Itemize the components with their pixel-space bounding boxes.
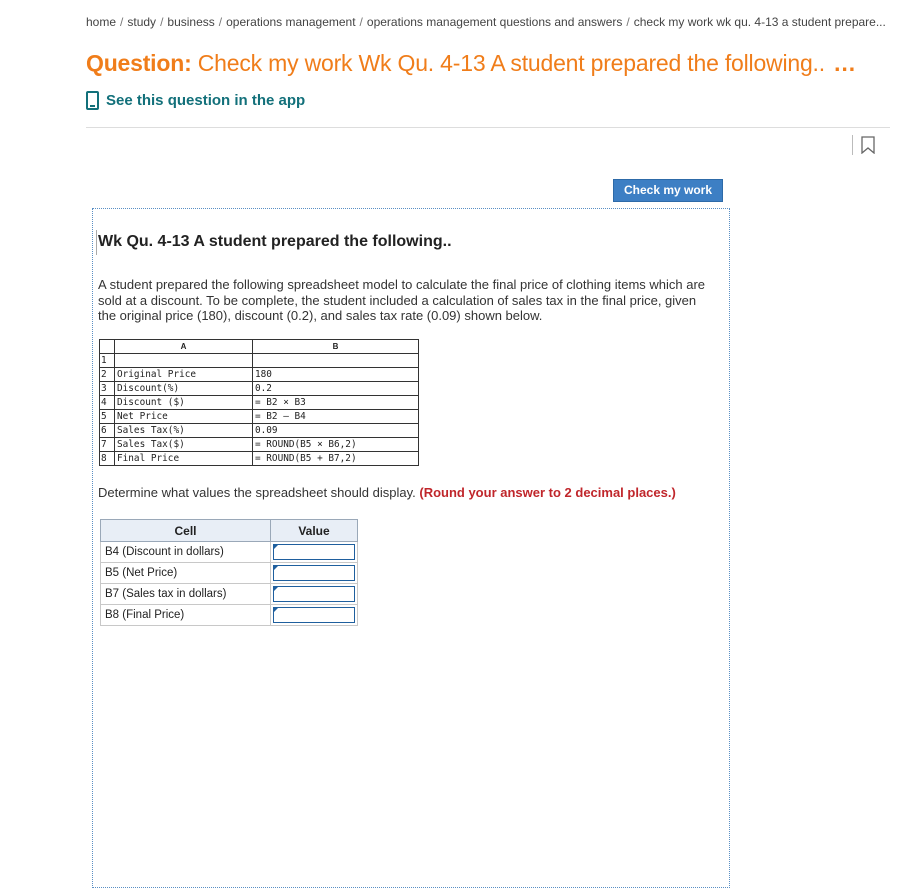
spreadsheet-header-row [100, 340, 419, 354]
cell-b: = B2 – B4 [253, 410, 419, 424]
determine-instruction [98, 485, 676, 500]
spreadsheet-row [100, 438, 419, 452]
spreadsheet-row [100, 368, 419, 382]
row-number: 7 [100, 438, 115, 452]
breadcrumb-home[interactable]: home [86, 15, 117, 29]
row-number: 8 [100, 452, 115, 466]
header-value: Value [271, 520, 358, 542]
spreadsheet-image [99, 339, 419, 466]
row-number: 5 [100, 410, 115, 424]
answer-value-cell [271, 605, 358, 626]
breadcrumb-separator: / [218, 15, 223, 29]
page-title [86, 50, 896, 77]
breadcrumb-current: check my work wk qu. 4-13 a student prepare... [633, 15, 886, 29]
answer-value-cell [271, 584, 358, 605]
spreadsheet-row [100, 396, 419, 410]
cell-a: Net Price [115, 410, 253, 424]
cell-b: 0.09 [253, 424, 419, 438]
phone-icon [86, 91, 99, 110]
breadcrumb-separator: / [160, 15, 164, 29]
breadcrumb [86, 15, 886, 29]
cell-b [253, 354, 419, 368]
breadcrumb-separator: / [120, 15, 124, 29]
cell-a: Sales Tax(%) [115, 424, 253, 438]
check-my-work-button[interactable]: Check my work [613, 179, 723, 202]
cell-b: 0.2 [253, 382, 419, 396]
cell-b: 180 [253, 368, 419, 382]
header-cell: Cell [101, 520, 271, 542]
see-in-app-link[interactable] [86, 91, 305, 110]
row-number: 2 [100, 368, 115, 382]
problem-title: Wk Qu. 4-13 A student prepared the following.. [98, 233, 452, 250]
divider [86, 127, 890, 128]
spreadsheet-row [100, 410, 419, 424]
question-text: Check my work Wk Qu. 4-13 A student prepared the following.. [197, 50, 825, 76]
cell-a [115, 354, 253, 368]
answer-row [101, 584, 358, 605]
rounding-instruction: (Round your answer to 2 decimal places.) [419, 485, 676, 500]
answer-cell-label: B4 (Discount in dollars) [101, 542, 271, 563]
spreadsheet-row [100, 382, 419, 396]
answer-cell-label: B7 (Sales tax in dollars) [101, 584, 271, 605]
b8-value-input[interactable] [273, 607, 355, 623]
breadcrumb-operations-management[interactable]: operations management [226, 15, 356, 29]
answer-table [100, 519, 358, 626]
b5-value-input[interactable] [273, 565, 355, 581]
row-number: 1 [100, 354, 115, 368]
answer-row [101, 563, 358, 584]
bookmark-icon[interactable] [861, 136, 875, 154]
more-options-icon[interactable]: … [833, 50, 856, 76]
answer-cell-label: B8 (Final Price) [101, 605, 271, 626]
row-number: 3 [100, 382, 115, 396]
cell-a: Sales Tax($) [115, 438, 253, 452]
answer-cell-label: B5 (Net Price) [101, 563, 271, 584]
answer-row [101, 605, 358, 626]
breadcrumb-separator: / [359, 15, 363, 29]
cell-b: = ROUND(B5 + B7,2) [253, 452, 419, 466]
column-header-b: B [253, 340, 419, 354]
row-number: 6 [100, 424, 115, 438]
see-in-app-label: See this question in the app [106, 92, 306, 109]
problem-paragraph: A student prepared the following spreadsheet model to calculate the final price of clothing items which are sold at a discount. To be complete, the student included a calculation of sales tax in the final price, given the original price (180), discount (0.2), and sales tax rate (0.09) shown below. [98, 277, 706, 323]
spreadsheet-row [100, 452, 419, 466]
cell-a: Final Price [115, 452, 253, 466]
cell-a: Original Price [115, 368, 253, 382]
answer-value-cell [271, 542, 358, 563]
breadcrumb-separator: / [626, 15, 630, 29]
determine-text: Determine what values the spreadsheet should display. [98, 485, 416, 500]
question-label: Question: [86, 50, 192, 76]
breadcrumb-study[interactable]: study [127, 15, 157, 29]
bookmark-area [852, 135, 875, 155]
breadcrumb-business[interactable]: business [167, 15, 215, 29]
cell-b: = B2 × B3 [253, 396, 419, 410]
spreadsheet-row [100, 424, 419, 438]
cell-a: Discount ($) [115, 396, 253, 410]
frame-rule [96, 230, 97, 255]
b4-value-input[interactable] [273, 544, 355, 560]
spreadsheet-row [100, 354, 419, 368]
b7-value-input[interactable] [273, 586, 355, 602]
answer-row [101, 542, 358, 563]
column-header-a: A [115, 340, 253, 354]
row-number: 4 [100, 396, 115, 410]
cell-a: Discount(%) [115, 382, 253, 396]
breadcrumb-qa[interactable]: operations management questions and answers [366, 15, 623, 29]
corner-cell [100, 340, 115, 354]
cell-b: = ROUND(B5 × B6,2) [253, 438, 419, 452]
answer-value-cell [271, 563, 358, 584]
answer-header-row [101, 520, 358, 542]
vertical-divider [852, 135, 853, 155]
